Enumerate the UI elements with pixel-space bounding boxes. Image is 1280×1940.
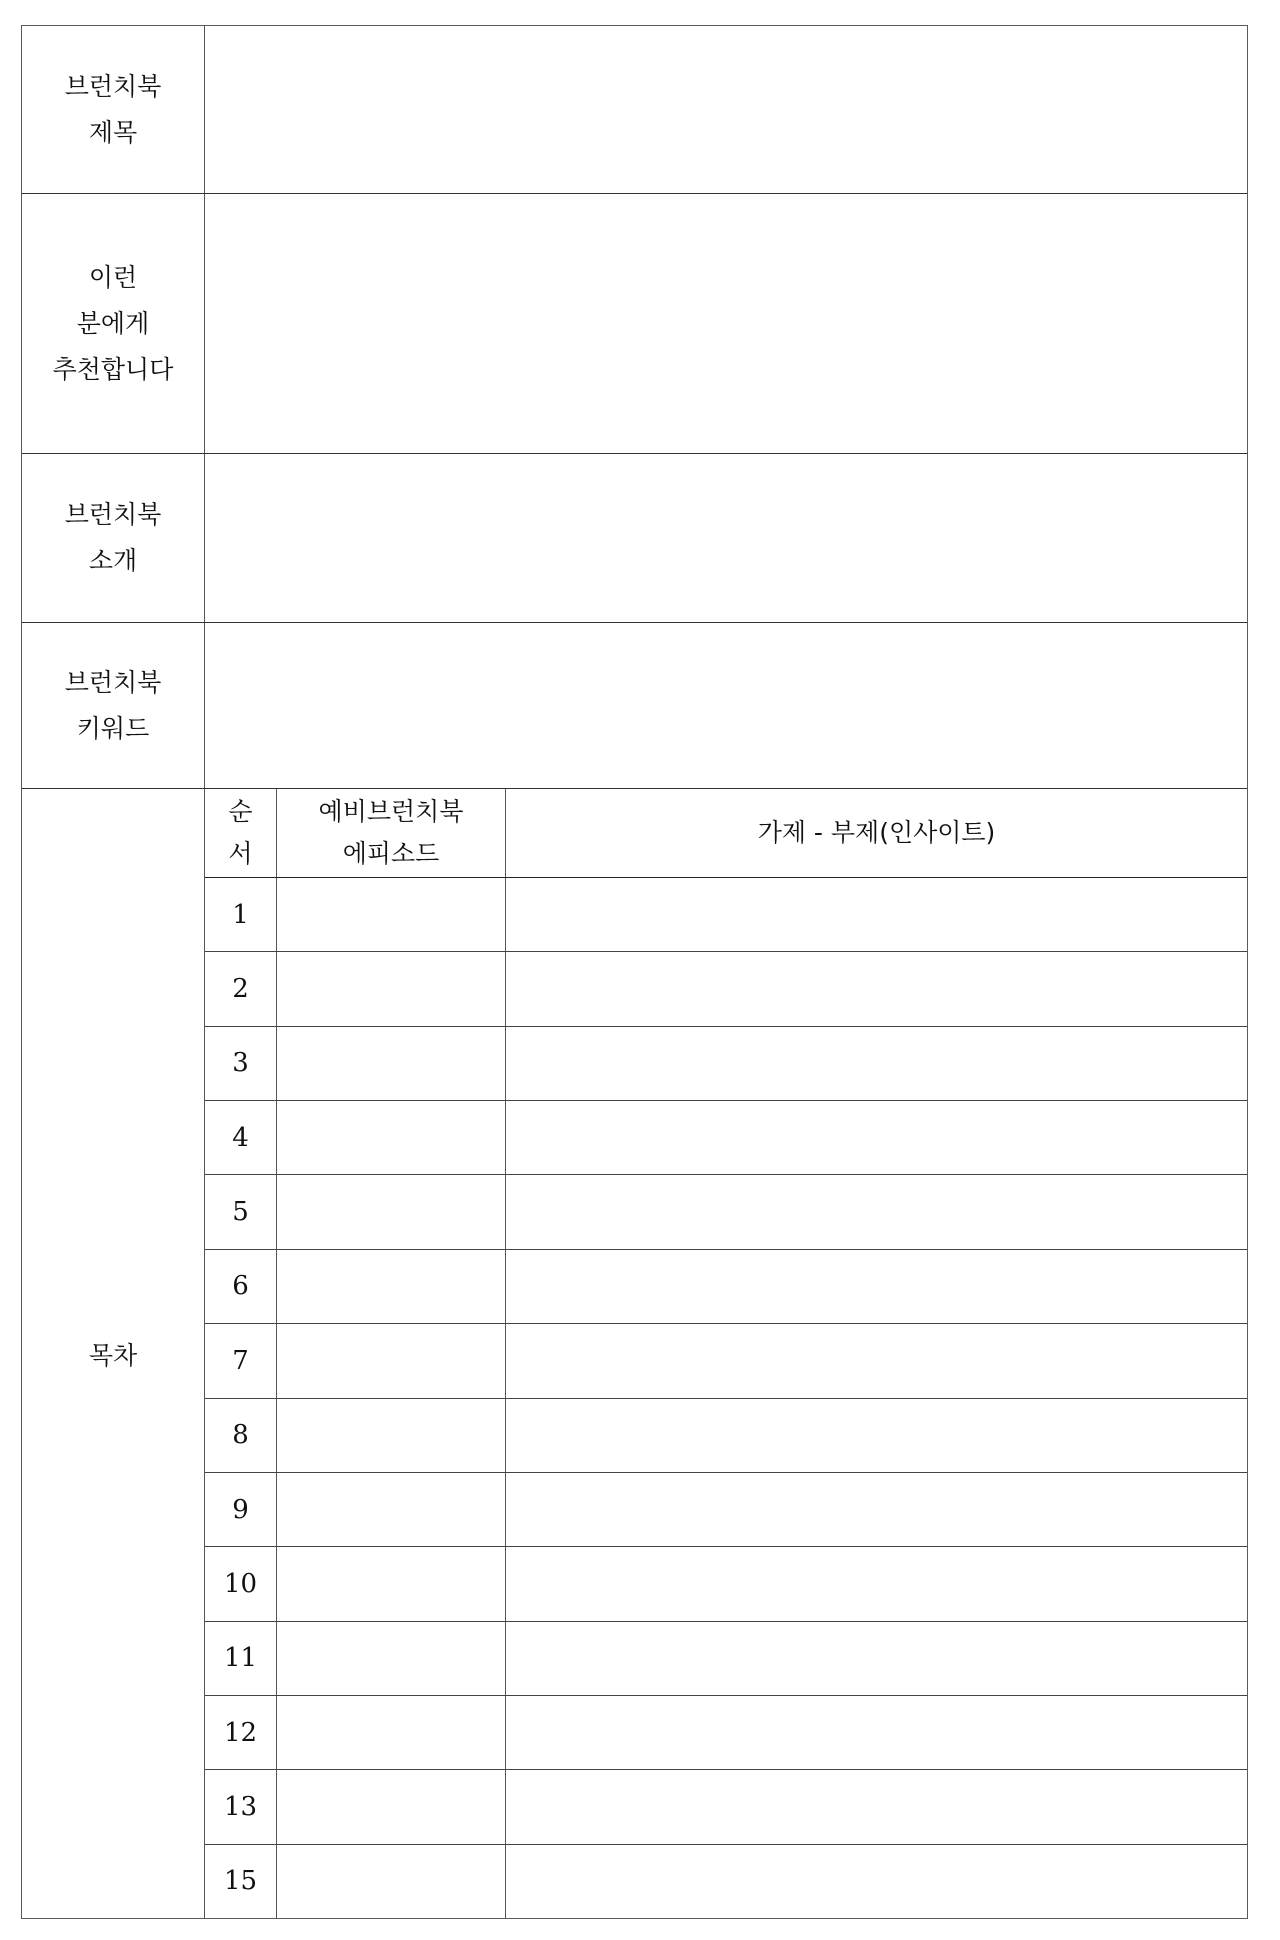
episode-cell[interactable] (277, 1399, 506, 1472)
title-cell[interactable] (506, 1399, 1247, 1472)
episode-cell[interactable] (277, 1770, 506, 1843)
row-number: 12 (205, 1696, 277, 1769)
title-cell[interactable] (506, 1696, 1247, 1769)
table-row (205, 1473, 1247, 1547)
episode-cell[interactable] (277, 1324, 506, 1397)
label-brunchbook-intro (22, 454, 205, 622)
title-cell[interactable] (506, 1473, 1247, 1546)
table-row (205, 1175, 1247, 1249)
table-row (205, 1845, 1247, 1918)
episode-cell[interactable] (277, 1547, 506, 1620)
recommend-for-field[interactable] (205, 194, 1247, 453)
row-number: 11 (205, 1622, 277, 1695)
header-order (205, 789, 277, 877)
label-line: 추천합니다 (52, 354, 174, 384)
episode-cell[interactable] (277, 952, 506, 1025)
label-recommend-for (22, 194, 205, 453)
label-brunchbook-keywords (22, 623, 205, 788)
header-episode (277, 789, 506, 877)
brunchbook-intro-field[interactable] (205, 454, 1247, 622)
row-number: 13 (205, 1770, 277, 1843)
row-keywords (22, 623, 1247, 789)
title-cell[interactable] (506, 1027, 1247, 1100)
header-line: 예비브런치북 (318, 797, 464, 826)
row-number: 6 (205, 1250, 277, 1323)
episode-cell[interactable] (277, 1027, 506, 1100)
toc-grid (205, 789, 1247, 1918)
title-cell[interactable] (506, 1175, 1247, 1248)
header-line: 에피소드 (342, 839, 440, 868)
table-row (205, 878, 1247, 952)
episode-cell[interactable] (277, 1250, 506, 1323)
table-row (205, 1027, 1247, 1101)
row-number: 5 (205, 1175, 277, 1248)
title-cell[interactable] (506, 1770, 1247, 1843)
label-line: 키워드 (76, 713, 150, 743)
title-cell[interactable] (506, 1547, 1247, 1620)
table-row (205, 952, 1247, 1026)
row-number: 4 (205, 1101, 277, 1174)
table-row (205, 1547, 1247, 1621)
row-number: 2 (205, 952, 277, 1025)
label-line: 이런 (88, 262, 138, 292)
header-title: 가제 - 부제(인사이트) (757, 818, 996, 847)
label-line: 브런치북 (64, 500, 162, 529)
table-row (205, 1770, 1247, 1844)
row-recommend (22, 194, 1247, 454)
row-number: 7 (205, 1324, 277, 1397)
label-line: 브런치북 (64, 71, 162, 101)
title-cell[interactable] (506, 1845, 1247, 1918)
title-cell[interactable] (506, 1324, 1247, 1397)
toc-section (22, 789, 1247, 1918)
row-title (22, 26, 1247, 194)
row-number: 15 (205, 1845, 277, 1918)
title-cell[interactable] (506, 878, 1247, 951)
label-line: 소개 (88, 546, 138, 575)
row-number: 3 (205, 1027, 277, 1100)
row-number: 10 (205, 1547, 277, 1620)
table-row (205, 1696, 1247, 1770)
brunchbook-title-field[interactable] (205, 26, 1247, 193)
episode-cell[interactable] (277, 1696, 506, 1769)
episode-cell[interactable] (277, 1175, 506, 1248)
table-row (205, 1324, 1247, 1398)
episode-cell[interactable] (277, 1845, 506, 1918)
row-intro (22, 454, 1247, 623)
table-row (205, 1250, 1247, 1324)
title-cell[interactable] (506, 952, 1247, 1025)
brunchbook-form-table (21, 25, 1248, 1919)
label-brunchbook-title (22, 26, 205, 193)
toc-header-row (205, 789, 1247, 878)
brunchbook-keywords-field[interactable] (205, 623, 1247, 788)
row-number: 9 (205, 1473, 277, 1546)
table-row (205, 1399, 1247, 1473)
header-line: 순 (228, 797, 253, 826)
episode-cell[interactable] (277, 878, 506, 951)
row-number: 8 (205, 1399, 277, 1472)
episode-cell[interactable] (277, 1101, 506, 1174)
label-line: 분에게 (76, 308, 150, 338)
label-line: 제목 (88, 117, 138, 147)
title-cell[interactable] (506, 1250, 1247, 1323)
label-toc: 목차 (22, 789, 205, 1918)
label-line: 브런치북 (64, 667, 162, 697)
episode-cell[interactable] (277, 1622, 506, 1695)
header-line: 서 (228, 839, 253, 868)
title-cell[interactable] (506, 1622, 1247, 1695)
title-cell[interactable] (506, 1101, 1247, 1174)
row-number: 1 (205, 878, 277, 951)
table-row (205, 1622, 1247, 1696)
episode-cell[interactable] (277, 1473, 506, 1546)
table-row (205, 1101, 1247, 1175)
toc-rows (205, 878, 1247, 1918)
